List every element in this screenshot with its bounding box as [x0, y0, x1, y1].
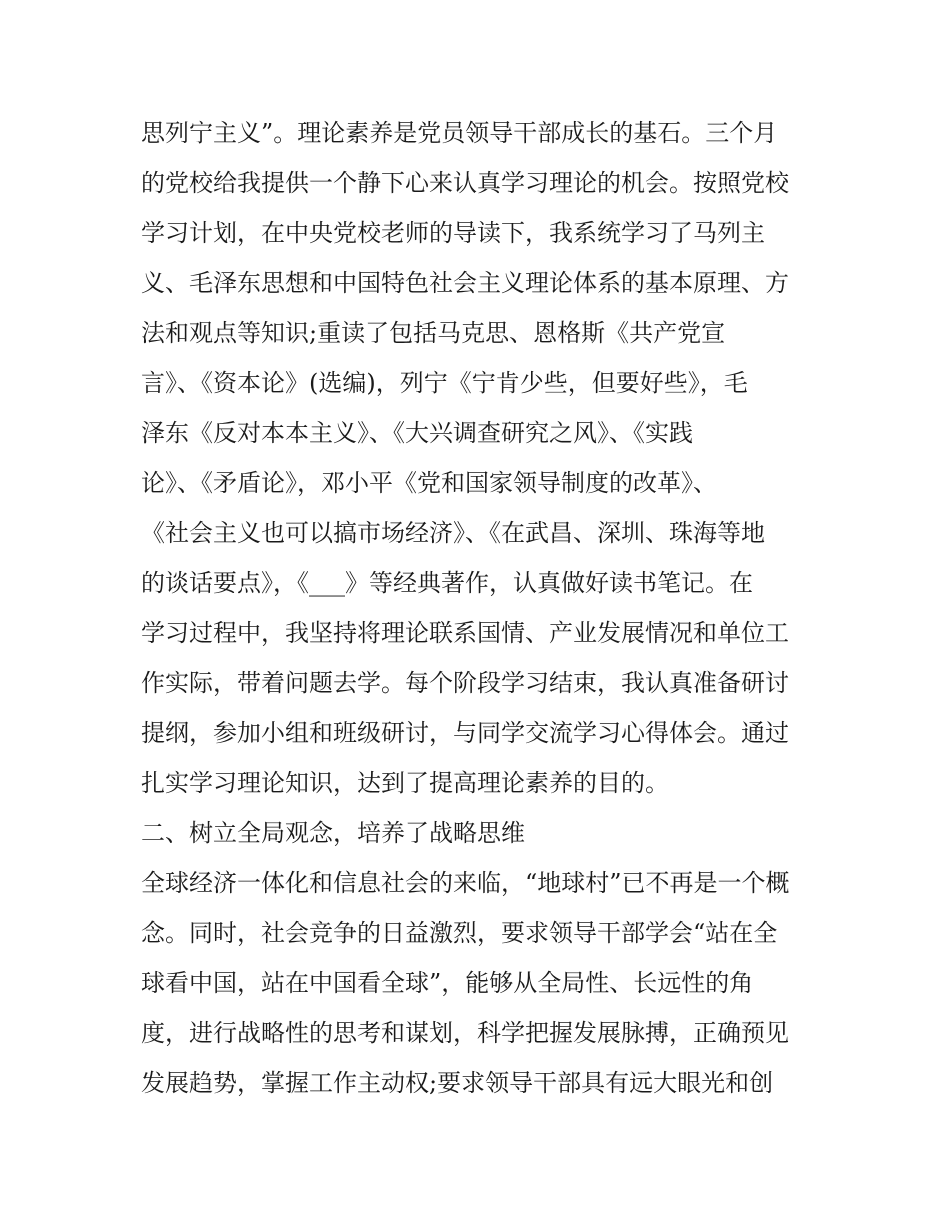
text-line-6: 言》、《资本论》(选编)，列宁《宁肯少些，但要好些》，毛	[141, 369, 748, 397]
text-line-10: 的谈话要点》，《___》等经典著作，认真做好读书笔记。在	[141, 569, 753, 597]
text-line-12: 作实际，带着问题去学。每个阶段学习结束，我认真准备研讨	[141, 669, 789, 697]
text-line-20: 发展趋势，掌握工作主动权;要求领导干部具有远大眼光和创	[141, 1069, 774, 1097]
text-line-17: 念。同时，社会竞争的日益激烈，要求领导干部学会“站在全	[141, 919, 778, 947]
text-line-3: 学习计划，在中央党校老师的导读下，我系统学习了马列主	[141, 219, 765, 247]
text-line-19: 度，进行战略性的思考和谋划，科学把握发展脉搏，正确预见	[141, 1019, 789, 1047]
text-line-14: 扎实学习理论知识，达到了提高理论素养的目的。	[141, 769, 669, 797]
text-line-2: 的党校给我提供一个静下心来认真学习理论的机会。按照党校	[141, 169, 789, 197]
text-line-18: 球看中国，站在中国看全球”，能够从全局性、长远性的角	[141, 969, 754, 997]
document-body	[141, 108, 821, 1108]
text-line-16: 全球经济一体化和信息社会的来临，“地球村”已不再是一个概	[141, 869, 790, 897]
text-line-4: 义、毛泽东思想和中国特色社会主义理论体系的基本原理、方	[141, 269, 789, 297]
text-line-13: 提纲，参加小组和班级研讨，与同学交流学习心得体会。通过	[141, 719, 789, 747]
section-heading: 二、树立全局观念，培养了战略思维	[141, 819, 525, 847]
text-line-1: 思列宁主义”。理论素养是党员领导干部成长的基石。三个月	[141, 119, 778, 147]
text-line-11: 学习过程中，我坚持将理论联系国情、产业发展情况和单位工	[141, 619, 789, 647]
text-line-9: 《社会主义也可以搞市场经济》、《在武昌、深圳、珠海等地	[141, 519, 765, 547]
text-line-7: 泽东《反对本本主义》、《大兴调查研究之风》、《实践	[141, 419, 693, 447]
text-line-5: 法和观点等知识;重读了包括马克思、恩格斯《共产党宣	[141, 319, 726, 347]
text-line-8: 论》、《矛盾论》，邓小平《党和国家领导制度的改革》、	[141, 469, 717, 497]
